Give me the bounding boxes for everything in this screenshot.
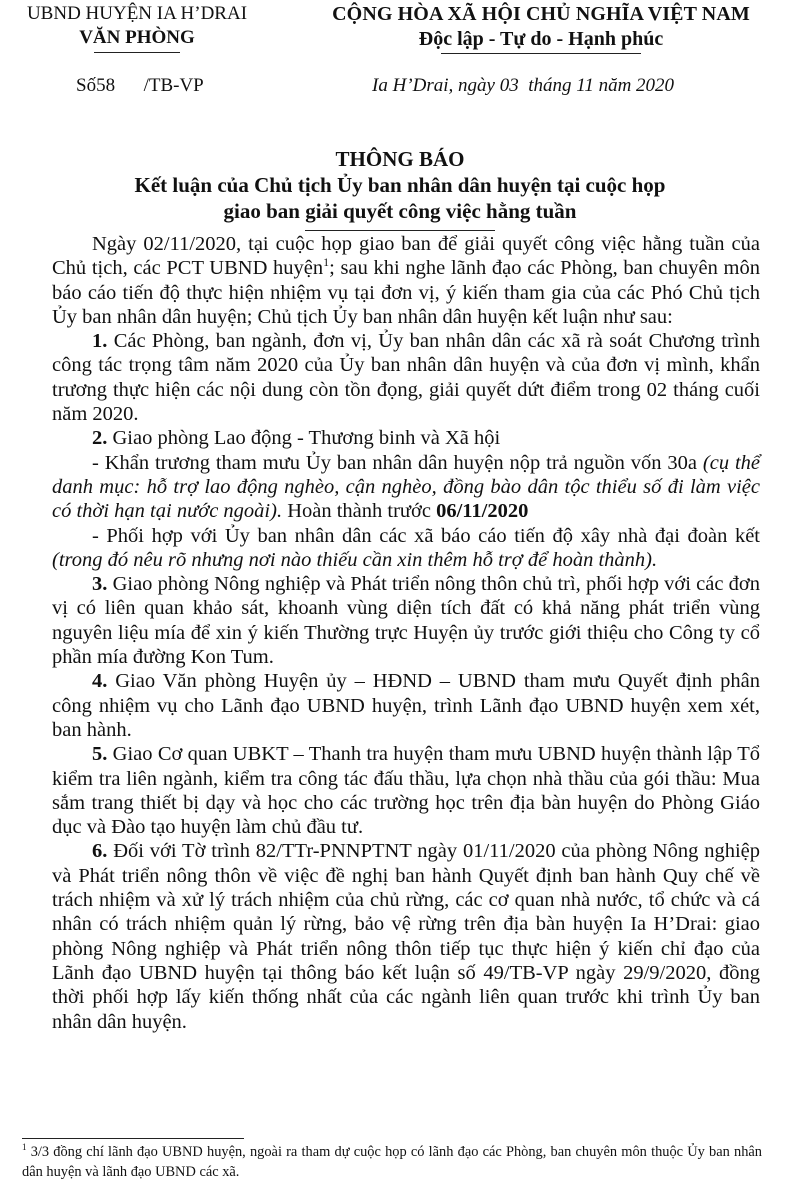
footnote-mark: 1: [22, 1142, 27, 1153]
agency-name: VĂN PHÒNG: [79, 27, 195, 48]
item-6: 6. Đối với Tờ trình 82/TTr-PNNPTNT ngày 01/11/2020 của phòng Nông nghiệp và Phát triển nông thôn về việc đề nghị ban hành Quyết định ban hành Quy chế về trách nhiệm và xử lý trách nhiệm của chủ rừng, các cơ quan nhà nước, tổ chức và cá nhân có trách nhiệm quản lý rừng, bảo vệ rừng trên địa bàn huyện Ia H’Drai: giao phòng Nông nghiệp và Phát triển nông thôn tiếp tục thực hiện ý kiến chỉ đạo của Lãnh đạo UBND huyện tại thông báo kết luận số 49/TB-VP ngày 29/9/2020, đồng thời phối hợp lấy kiến thống nhất của các ngành liên quan trước khi trình Ủy ban nhân dân huyện.: [52, 840, 760, 1033]
national-heading: [296, 2, 786, 54]
item-5: 5. Giao Cơ quan UBKT – Thanh tra huyện tham mưu UBND huyện thành lập Tổ kiểm tra liên ngành, kiểm tra công tác đấu thầu, lựa chọn nhà thầu của gói thầu: Mua sắm trang thiết bị dạy và học cho các trường học trên địa bàn huyện do Phòng Giáo dục và Đào tạo huyện làm chủ đầu tư.: [52, 743, 760, 839]
footnote-separator: [22, 1138, 244, 1139]
document-type: THÔNG BÁO: [335, 147, 465, 171]
title-underline: [305, 230, 495, 231]
item-number: 1.: [92, 330, 108, 353]
item-3: 3. Giao phòng Nông nghiệp và Phát triển nông thôn chủ trì, phối hợp với các đơn vị có liên quan khảo sát, khoanh vùng diện tích đất có khả năng phát triển vùng nguyên liệu mía để xin ý kiến Thường trực Huyện ủy trước giới thiệu cho Công ty cổ phần mía đường Kon Tum.: [52, 573, 760, 669]
issuing-agency: [22, 2, 252, 53]
intro-paragraph: Ngày 02/11/2020, tại cuộc họp giao ban để giải quyết công việc hằng tuần của Chủ tịch, các PCT UBND huyện$^1$; sau khi nghe lãnh đạo các Phòng, ban chuyên môn báo cáo tiến độ thực hiện nhiệm vụ tại đơn vị, ý kiến tham gia của các Phó Chủ tịch Ủy ban nhân dân huyện; Chủ tịch Ủy ban nhân dân huyện kết luận như sau:: [52, 233, 760, 328]
footnote-ref[interactable]: 1: [323, 255, 330, 270]
item-4: 4. Giao Văn phòng Huyện ủy – HĐND – UBND tham mưu Quyết định phân công nhiệm vụ cho Lãnh đạo UBND huyện, trình Lãnh đạo UBND huyện xem xét, ban hành.: [52, 670, 760, 741]
deadline-date: 06/11/2020: [436, 500, 529, 523]
item-number: 2.: [92, 427, 108, 450]
footnote-text: 3/3 đồng chí lãnh đạo UBND huyện, ngoài ra tham dự cuộc họp có lãnh đạo các Phòng, ban chuyên môn thuộc Ủy ban nhân dân huyện và lãnh đạo UBND các xã.: [22, 1144, 762, 1180]
nation-name: CỘNG HÒA XÃ HỘI CHỦ NGHĨA VIỆT NAM: [332, 3, 750, 25]
footnote: [22, 1143, 762, 1182]
document-title: [40, 146, 760, 231]
place-date: Ia H’Drai, ngày 03 tháng 11 năm 2020: [372, 75, 675, 96]
item-number: 5.: [92, 743, 108, 766]
document-body: [52, 232, 760, 1034]
item-number: 4.: [92, 670, 108, 693]
item-number: 6.: [92, 840, 108, 863]
item-2: 2. Giao phòng Lao động - Thương binh và Xã hội: [92, 427, 501, 450]
agency-parent: UBND HUYỆN IA H’DRAI: [26, 3, 248, 24]
agency-underline: [94, 52, 180, 53]
item-2-subitem-a: - Khẩn trương tham mưu Ủy ban nhân dân huyện nộp trả nguồn vốn 30a (cụ thể danh mục: hỗ trợ lao động nghèo, cận nghèo, đồng bào dân tộc thiểu số đi làm việc có thời hạn tại nước ngoài). Hoàn thành trước 06/11/2020: [52, 451, 760, 523]
subject-line-1: Kết luận của Chủ tịch Ủy ban nhân dân huyện tại cuộc họp: [134, 173, 666, 197]
item-2-subitem-b: - Phối hợp với Ủy ban nhân dân các xã báo cáo tiến độ xây nhà đại đoàn kết (trong đó nêu rõ nhưng nơi nào thiếu cần xin thêm hỗ trợ để hoàn thành).: [52, 524, 760, 571]
document-number: Số58 /TB-VP: [76, 75, 204, 96]
subject-line-2: giao ban giải quyết công việc hằng tuần: [223, 199, 577, 223]
motto-underline: [441, 53, 641, 54]
national-motto: Độc lập - Tự do - Hạnh phúc: [418, 28, 664, 50]
item-1: 1. Các Phòng, ban ngành, đơn vị, Ủy ban nhân dân các xã rà soát Chương trình công tác trọng tâm năm 2020 của Ủy ban nhân dân huyện và của đơn vị mình, khẩn trương thực hiện các nội dung còn tồn đọng, giải quyết dứt điểm trong 02 tháng cuối năm 2020.: [52, 330, 760, 426]
item-number: 3.: [92, 573, 108, 596]
